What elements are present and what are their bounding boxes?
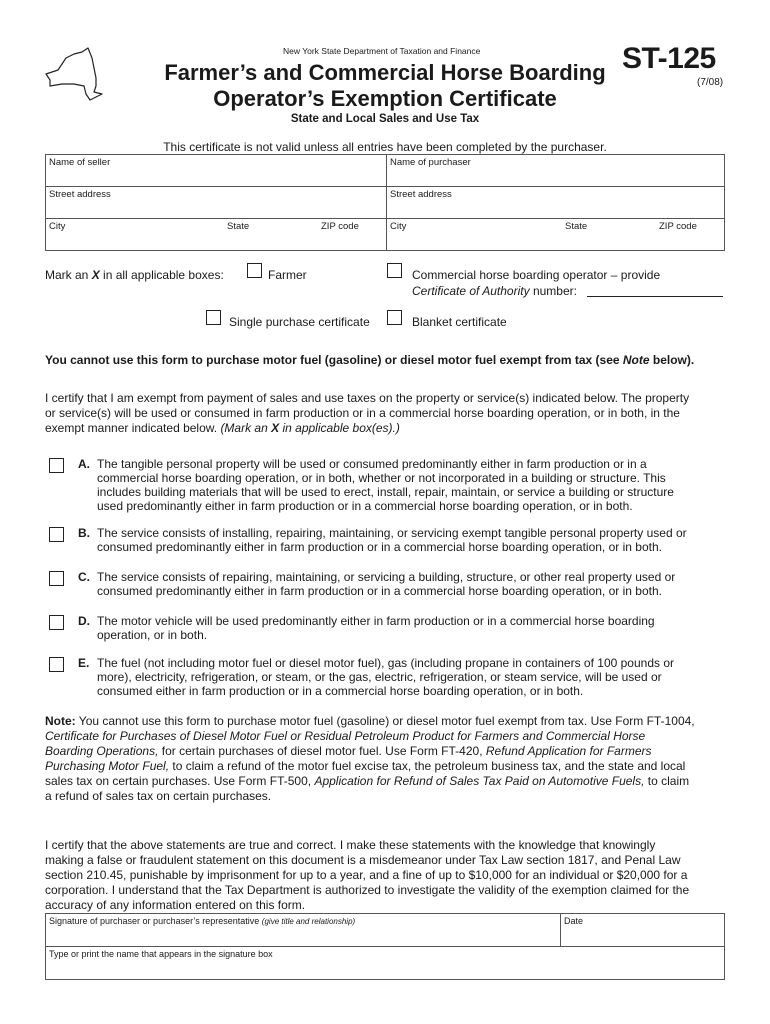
- certificate-of-authority-label: Certificate of Authority number:: [412, 284, 577, 298]
- purchaser-city-state-zip-field[interactable]: [387, 219, 725, 251]
- mark-boxes-prompt: Mark an X in all applicable boxes:: [45, 268, 224, 282]
- seller-city-state-zip-field[interactable]: [46, 219, 387, 251]
- blanket-certificate-checkbox[interactable]: [387, 310, 402, 325]
- attestation-statement: I certify that the above statements are true and correct. I make these statements with the knowledge that knowingly making a false or fraudulent statement on this document is a misdemeanor under Tax Law section 1817, and Penal Law section 210.45, punishable by imprisonment for up to a year, and a fine of up to $10,000 for an individual or $20,000 for a corporation. I understand that the Tax Department is authorized to investigate the validity of the exemption claimed for the accuracy of any information entered on this form.: [45, 838, 690, 912]
- single-purchase-checkbox[interactable]: [206, 310, 221, 325]
- form-number: ST-125: [622, 42, 716, 75]
- seller-zip-label: ZIP code: [321, 221, 359, 232]
- seller-city-label: City: [49, 221, 66, 232]
- item-a-text: The tangible personal property will be used or consumed predominantly either in farm production or in a commercial horse boarding operation, or in both, whether or not incorporated in a building or structure. This includes building materials that will be used to erect, install, repair, maintain, or service a building or structure used predominantly either in farm production or in a commercial horse boarding operation, or in both.: [97, 457, 674, 513]
- purchaser-zip-label: ZIP code: [659, 221, 697, 232]
- party-info-grid: [45, 154, 725, 251]
- signature-grid: [45, 913, 725, 980]
- purchaser-name-field[interactable]: Name of purchaser: [387, 155, 725, 187]
- item-e-checkbox[interactable]: [49, 657, 64, 672]
- form-subtitle: State and Local Sales and Use Tax: [290, 113, 480, 125]
- item-b-letter: B.: [78, 526, 90, 540]
- seller-name-field[interactable]: Name of seller: [46, 155, 387, 187]
- item-b-text: The service consists of installing, repairing, maintaining, or servicing exempt tangible personal property used or consumed predominantly either in farm production or in a commercial horse boarding operation, or in both.: [97, 526, 687, 554]
- farmer-checkbox[interactable]: [247, 263, 262, 278]
- printed-name-field[interactable]: Type or print the name that appears in the signature box: [46, 947, 725, 980]
- seller-street-field[interactable]: Street address: [46, 187, 387, 219]
- item-c-letter: C.: [78, 570, 90, 584]
- certify-intro: I certify that I am exempt from payment of sales and use taxes on the property or service(s) indicated below. The property or service(s) will be used or consumed in farm production or in a commercial horse boarding operation, or in both, in the exempt manner indicated below. (Mark an X in applicable box(es).): [45, 391, 690, 435]
- purchaser-state-label: State: [565, 221, 588, 232]
- item-c-checkbox[interactable]: [49, 571, 64, 586]
- item-b-checkbox[interactable]: [49, 527, 64, 542]
- purchaser-city-label: City: [390, 221, 407, 232]
- item-d-letter: D.: [78, 614, 90, 628]
- blanket-certificate-label: Blanket certificate: [412, 315, 507, 329]
- item-c-text: The service consists of repairing, maintaining, or servicing a building, structure, or other real property used or consumed predominantly either in farm production or in a commercial horse boarding operation, or in both.: [97, 570, 676, 598]
- item-d-text: The motor vehicle will be used predominantly either in farm production or in a commercial horse boarding operation, or in both.: [97, 614, 655, 642]
- item-a-letter: A.: [78, 457, 90, 471]
- validity-note: This certificate is not valid unless all entries have been completed by the purchaser.: [163, 140, 607, 154]
- form-revision: (7/08): [697, 77, 724, 88]
- single-purchase-label: Single purchase certificate: [229, 315, 370, 329]
- item-e-text: The fuel (not including motor fuel or diesel motor fuel), gas (including propane in containers of 100 pounds or more), electricity, refrigeration, or steam, or the gas, electric, refrigeration, or steam service, will be used or consumed either in farm production or in a commercial horse boarding operation, or in both.: [97, 656, 675, 698]
- purchaser-street-field[interactable]: Street address: [387, 187, 725, 219]
- certificate-of-authority-number-line[interactable]: [587, 296, 723, 297]
- new-york-state-outline-icon: [44, 44, 104, 102]
- horse-boarding-checkbox[interactable]: [387, 263, 402, 278]
- farmer-label: Farmer: [268, 268, 307, 282]
- agency-name: New York State Department of Taxation and Finance: [283, 46, 481, 56]
- item-e-letter: E.: [78, 656, 90, 670]
- date-field[interactable]: Date: [561, 914, 725, 947]
- horse-boarding-label: Commercial horse boarding operator – provide: [412, 268, 661, 282]
- item-a-checkbox[interactable]: [49, 458, 64, 473]
- motor-fuel-note: Note: You cannot use this form to purchase motor fuel (gasoline) or diesel motor fuel exempt from tax. Use Form FT-1004, Certificate for Purchases of Diesel Motor Fuel or Residual Petroleum Product for Farmers and Commercial Horse Boarding Operations, for certain purchases of diesel motor fuel. Use Form FT-420, Refund Application for Farmers Purchasing Motor Fuel, to claim a refund of the motor fuel excise tax, the petroleum business tax, and the state and local sales tax on certain purchases. Use Form FT-500, Application for Refund of Sales Tax Paid on Automotive Fuels, to claim a refund of sales tax on certain purchases.: [45, 714, 695, 803]
- form-title: Farmer’s and Commercial Horse Boarding Operator’s Exemption Certificate: [164, 60, 606, 111]
- item-d-checkbox[interactable]: [49, 615, 64, 630]
- motor-fuel-warning: You cannot use this form to purchase motor fuel (gasoline) or diesel motor fuel exempt from tax (see Note below).: [45, 353, 695, 367]
- seller-state-label: State: [227, 221, 250, 232]
- signature-field[interactable]: Signature of purchaser or purchaser’s representative (give title and relationship): [46, 914, 561, 947]
